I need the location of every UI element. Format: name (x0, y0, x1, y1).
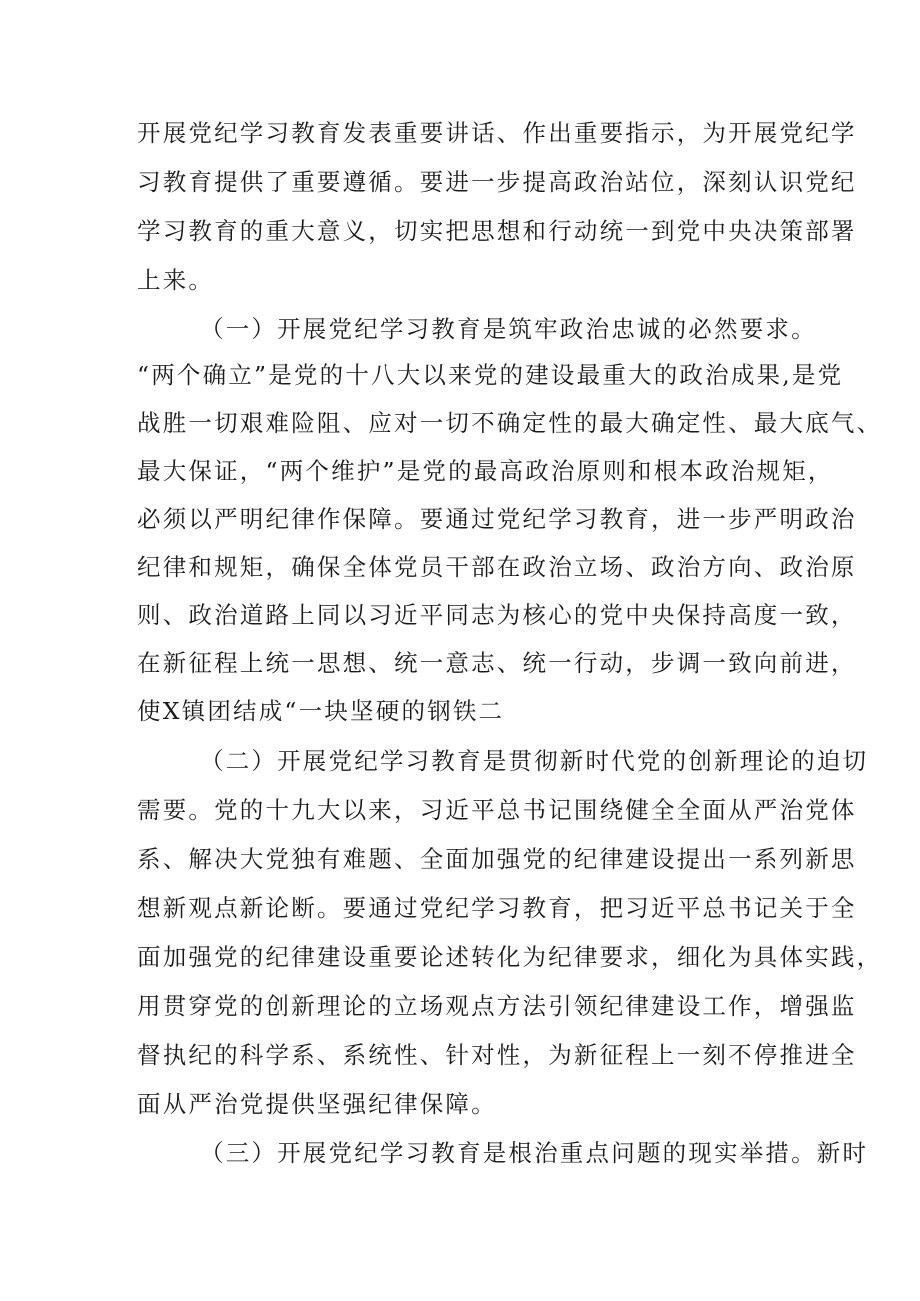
text-line: 纪律和规矩，确保全体党员干部在政治立场、政治方向、政治原 (137, 553, 857, 581)
text-line: “两个确立”是党的十八大以来党的建设最重大的政治成果,是党 (137, 361, 844, 389)
text-line: 最大保证，“两个维护”是党的最高政治原则和根本政治规矩， (137, 457, 834, 485)
text-line: 上来。 (137, 266, 215, 294)
text-line: 想新观点新论断。要通过党纪学习教育，把习近平总书记关于全 (137, 894, 857, 922)
text-line: 则、政治道路上同以习近平同志为核心的党中央保持高度一致， (137, 601, 857, 629)
text-line: 系、解决大党独有难题、全面加强党的纪律建设提出一系列新思 (137, 845, 857, 873)
section-heading-2: （二）开展党纪学习教育是贯彻新时代党的创新理论的迫切 (200, 747, 869, 775)
text-line: 学习教育的重大意义，切实把思想和行动统一到党中央决策部署 (137, 217, 857, 245)
text-line: 必须以严明纪律作保障。要通过党纪学习教育，进一步严明政治 (137, 505, 857, 533)
text-line: 督执纪的科学系、系统性、针对性，为新征程上一刻不停推进全 (137, 1041, 857, 1069)
text-line: 使X镇团结成“一块坚硬的钢铁二 (137, 697, 505, 725)
text-line: 开展党纪学习教育发表重要讲话、作出重要指示，为开展党纪学 (137, 119, 857, 147)
section-heading-3: （三）开展党纪学习教育是根治重点问题的现实举措。新时 (200, 1139, 869, 1167)
text-line: 战胜一切艰难险阻、应对一切不确定性的最大确定性、最大底气、 (137, 409, 883, 437)
text-line: 面从严治党提供坚强纪律保障。 (137, 1090, 497, 1118)
text-line: 习教育提供了重要遵循。要进一步提高政治站位，深刻认识党纪 (137, 168, 857, 196)
text-line: 用贯穿党的创新理论的立场观点方法引领纪律建设工作，增强监 (137, 992, 857, 1020)
text-line: 面加强党的纪律建设重要论述转化为纪律要求，细化为具体实践， (137, 943, 883, 971)
section-heading-1: （一）开展党纪学习教育是筑牢政治忠诚的必然要求。 (200, 315, 817, 343)
text-line: 需要。党的十九大以来，习近平总书记围绕健全全面从严治党体 (137, 796, 857, 824)
text-line: 在新征程上统一思想、统一意志、统一行动，步调一致向前进， (137, 649, 857, 677)
